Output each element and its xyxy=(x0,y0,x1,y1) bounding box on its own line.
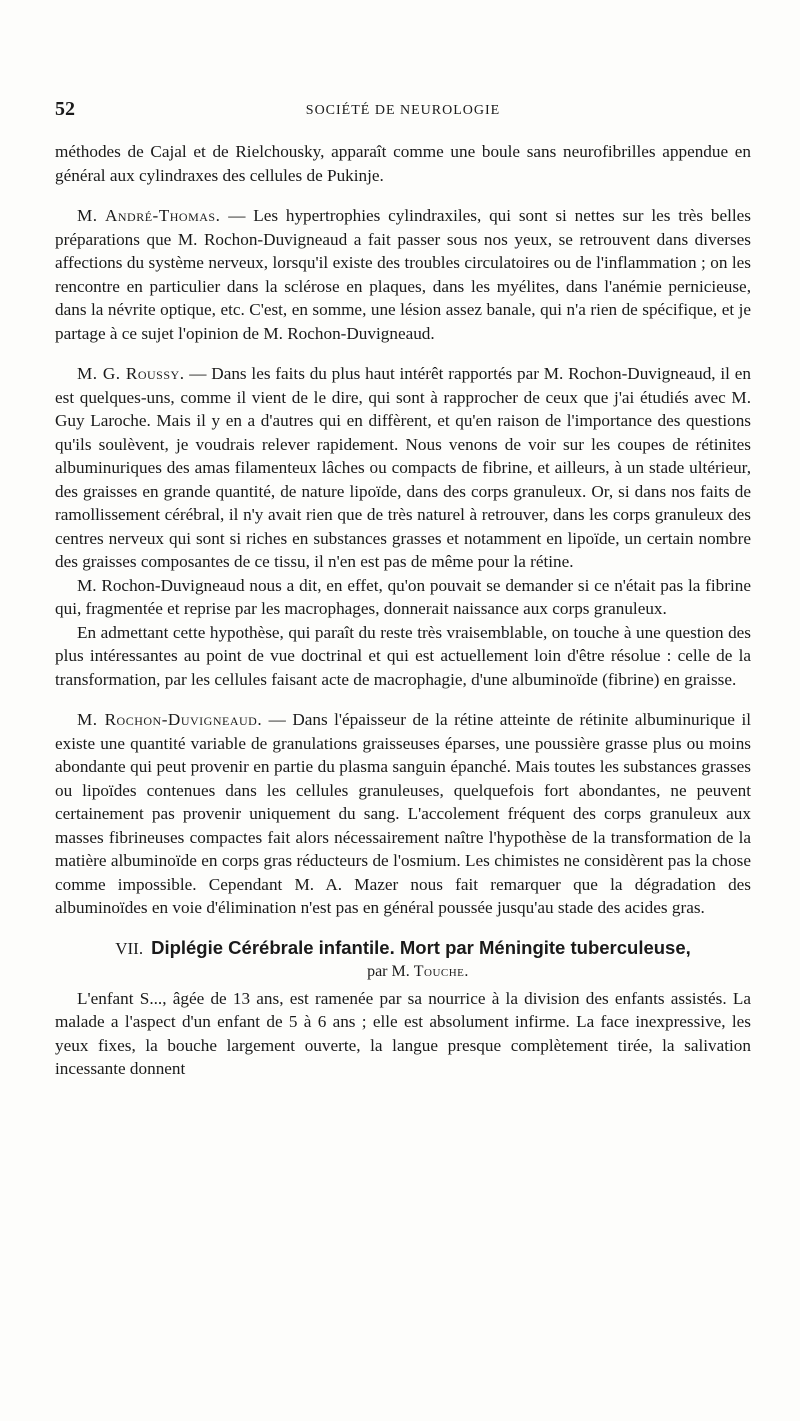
speaker-name: M. G. Roussy. xyxy=(77,364,185,383)
page-header xyxy=(55,98,751,124)
section-heading xyxy=(55,936,751,961)
byline-author: Touche. xyxy=(413,962,469,980)
paragraph-1: méthodes de Cajal et de Rielchousky, apparaît comme une boule sans neurofibrilles appendue en général aux cylindraxes des cellules de Pukinje. xyxy=(55,142,751,185)
speaker-name: M. André-Thomas. xyxy=(77,206,221,225)
paragraph-text: — Dans l'épaisseur de la rétine atteinte de rétinite albuminurique il existe une quantité variable de granulations graisseuses éparses, une poussière grasse plus ou moins abondante qui peut provenir en partie du plasma sanguin épanché. Mais toutes les substances grasses ou lipoïdes contenues dans les cellules granuleuses, quelquefois fort abondantes, ne peuvent certainement pas provenir uniquement du sang. L'accolement fréquent des corps granuleux aux masses fibrineuses compactes fait alors nécessairement naître l'hypothèse de la transformation de la matière albuminoïde en corps gras réducteurs de l'osmium. Les chimistes ne considèrent pas la chose comme impossible. Cependant M. A. Mazer nous fait remarquer que la dégradation des albuminoïdes en voie d'élimination n'est pas en général poussée jusqu'au stade des acides gras. xyxy=(55,710,751,917)
paragraph-5: En admettant cette hypothèse, qui paraît du reste très vraisemblable, on touche à une question des plus intéressantes au point de vue doctrinal et qui est actuellement loin d'être résolue : celle de la transformation, par les cellules faisant acte de macrophagie, d'une albuminoïde (fibrine) en graisse. xyxy=(55,622,751,689)
paragraph-roussy xyxy=(55,362,751,574)
page-number: 52 xyxy=(55,98,75,120)
section-byline xyxy=(85,961,751,983)
byline-prefix: par M. xyxy=(367,962,414,980)
paragraph-4: M. Rochon-Duvigneaud nous a dit, en effet, qu'on pouvait se demander si ce n'était pas la fibrine qui, fragmentée et reprise par les macrophages, donnerait naissance aux corps granuleux. xyxy=(55,575,751,618)
section-title: Diplégie Cérébrale infantile. Mort par Méningite tuberculeuse, xyxy=(151,936,691,958)
page-body xyxy=(55,140,751,1081)
paragraph-7: L'enfant S..., âgée de 13 ans, est ramenée par sa nourrice à la division des enfants assistés. La malade a l'aspect d'un enfant de 5 à 6 ans ; elle est absolument infirme. La face inexpressive, les yeux fixes, la bouche largement ouverte, la langue presque complètement tirée, la salivation incessante donnent xyxy=(55,988,751,1078)
speaker-name: M. Rochon-Duvigneaud. xyxy=(77,710,263,729)
paragraph-rochon-duvigneaud xyxy=(55,708,751,920)
paragraph-text: — Les hypertrophies cylindraxiles, qui sont si nettes sur les très belles préparations que M. Rochon-Duvigneaud a fait passer sous nos yeux, se retrouvent dans diverses affections du système nerveux, lorsqu'il existe des troubles circulatoires ou de l'inflammation ; on les rencontre en particulier dans la sclérose en plaques, dans les myélites, dans l'anémie pernicieuse, dans la névrite optique, etc. C'est, en somme, une lésion assez banale, qui n'a rien de spécifique, et je partage à ce sujet l'opinion de M. Rochon-Duvigneaud. xyxy=(55,206,751,343)
running-head: SOCIÉTÉ DE NEUROLOGIE xyxy=(305,103,501,118)
paragraph-text: — Dans les faits du plus haut intérêt rapportés par M. Rochon-Duvigneaud, il en est quelques-uns, comme il vient de le dire, qui sont à rapprocher de ceux que j'ai étudiés avec M. Guy Laroche. Mais il y en a d'autres qui en diffèrent, et qu'en raison de l'importance des questions qu'ils soulèvent, je voudrais relever rapidement. Nous venons de voir sur les coupes de rétinites albuminuriques des amas filamenteux lâches ou compacts de fibrine, et ailleurs, à un stade ultérieur, des graisses en grande quantité, de nature lipoïde, dans des corps granuleux. Or, si dans nos faits de ramollissement cérébral, il n'y avait rien que de très naturel à retrouver, dans les corps granuleux des centres nerveux qui sont si riches en substances grasses et notamment en lipoïde, un certain nombre des graisses composantes de ce tissu, il n'en est pas de même pour la rétine. xyxy=(55,364,751,571)
section-number: VII. xyxy=(115,938,144,958)
paragraph-andre-thomas xyxy=(55,204,751,345)
